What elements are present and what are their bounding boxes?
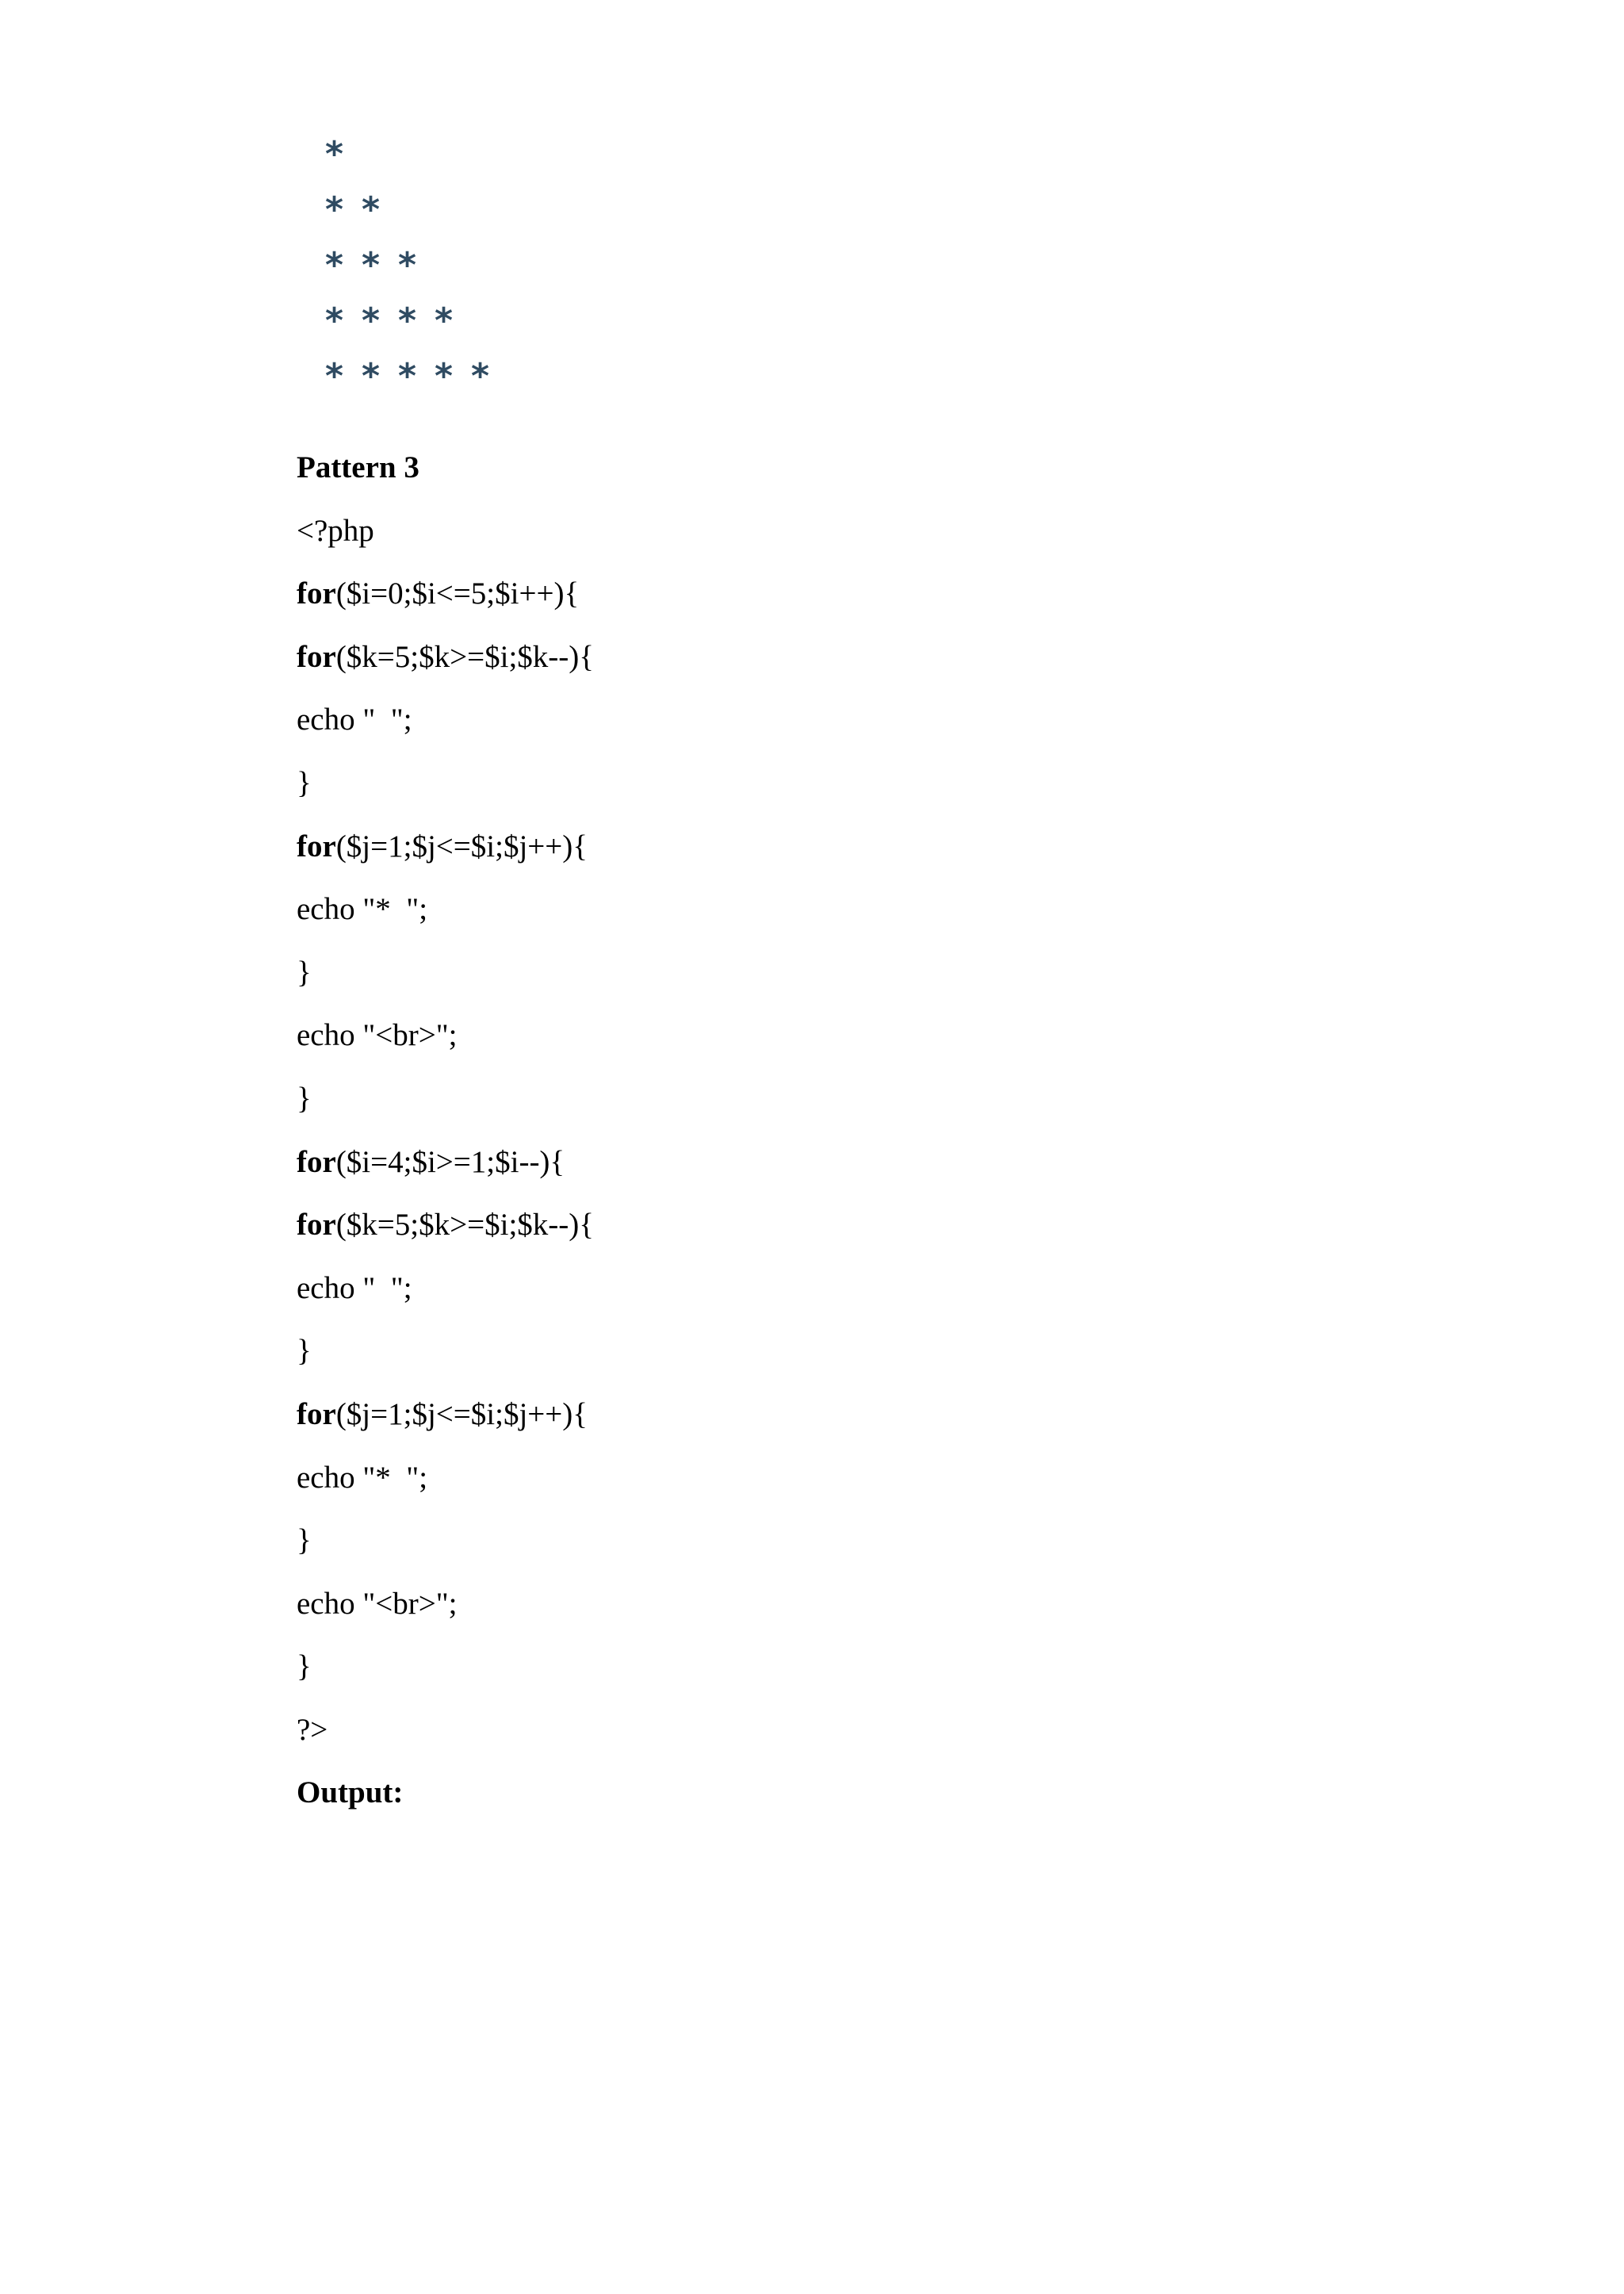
star-glyph: * — [398, 301, 417, 341]
code-keyword: for — [297, 639, 336, 674]
star-row — [325, 238, 508, 293]
code-line — [297, 500, 1407, 563]
star-glyph: * — [325, 134, 344, 174]
code-keyword: for — [297, 1208, 336, 1243]
document-content — [297, 436, 1407, 1825]
code-text: } — [297, 955, 312, 990]
star-glyph: * — [362, 356, 381, 396]
code-line — [297, 1193, 1407, 1257]
code-text: } — [297, 765, 312, 800]
code-line — [297, 562, 1407, 626]
code-text: ($j=1;$j<=$i;$j++){ — [335, 1396, 588, 1431]
code-line — [297, 1067, 1407, 1131]
star-glyph: * — [435, 356, 454, 396]
code-text: echo "<br>"; — [297, 1018, 458, 1053]
star-glyph: * — [325, 356, 344, 396]
star-glyph: * — [362, 245, 381, 285]
code-line — [297, 1572, 1407, 1636]
star-glyph: * — [325, 301, 344, 341]
star-pyramid-output — [325, 127, 508, 404]
code-text: ($k=5;$k>=$i;$k--){ — [335, 1208, 594, 1243]
star-glyph: * — [435, 301, 454, 341]
code-keyword: for — [297, 1144, 336, 1179]
code-text: } — [297, 1523, 312, 1558]
code-text: echo "* "; — [297, 892, 428, 927]
section-heading: Pattern 3 — [297, 450, 419, 484]
code-text: <?php — [297, 513, 374, 548]
code-line — [297, 941, 1407, 1005]
star-glyph: * — [362, 190, 381, 230]
star-row — [325, 127, 508, 182]
star-glyph: * — [325, 190, 344, 230]
star-glyph: * — [471, 356, 490, 396]
star-glyph: * — [398, 356, 417, 396]
code-line — [297, 815, 1407, 879]
code-keyword: for — [297, 576, 336, 611]
code-text: echo "<br>"; — [297, 1586, 458, 1621]
code-text: } — [297, 1649, 312, 1684]
code-text: } — [297, 1081, 312, 1116]
code-keyword: for — [297, 1396, 336, 1431]
code-text: echo "* "; — [297, 1460, 428, 1495]
code-line — [297, 1509, 1407, 1572]
code-line — [297, 1004, 1407, 1067]
code-line — [297, 1446, 1407, 1510]
code-line — [297, 626, 1407, 689]
code-line — [297, 752, 1407, 815]
code-text: echo " "; — [297, 1270, 412, 1305]
code-text: ($j=1;$j<=$i;$j++){ — [335, 829, 588, 864]
code-text: ($k=5;$k>=$i;$k--){ — [335, 639, 594, 674]
code-line — [297, 1319, 1407, 1383]
star-row — [325, 182, 508, 238]
star-glyph: * — [398, 245, 417, 285]
code-text: echo " "; — [297, 703, 412, 737]
code-text: } — [297, 1334, 312, 1369]
star-glyph: * — [325, 245, 344, 285]
output-label: Output: — [297, 1775, 404, 1810]
code-line — [297, 1698, 1407, 1762]
star-row — [325, 293, 508, 349]
code-line — [297, 1257, 1407, 1320]
code-text: ?> — [297, 1712, 328, 1747]
star-glyph: * — [362, 301, 381, 341]
code-text: ($i=0;$i<=5;$i++){ — [335, 576, 580, 611]
code-line — [297, 1635, 1407, 1698]
code-text: ($i=4;$i>=1;$i--){ — [335, 1144, 565, 1179]
code-line — [297, 878, 1407, 941]
code-line — [297, 688, 1407, 752]
code-block — [297, 500, 1407, 1762]
star-row — [325, 349, 508, 404]
code-line — [297, 1131, 1407, 1194]
code-keyword: for — [297, 829, 336, 864]
code-line — [297, 1383, 1407, 1446]
